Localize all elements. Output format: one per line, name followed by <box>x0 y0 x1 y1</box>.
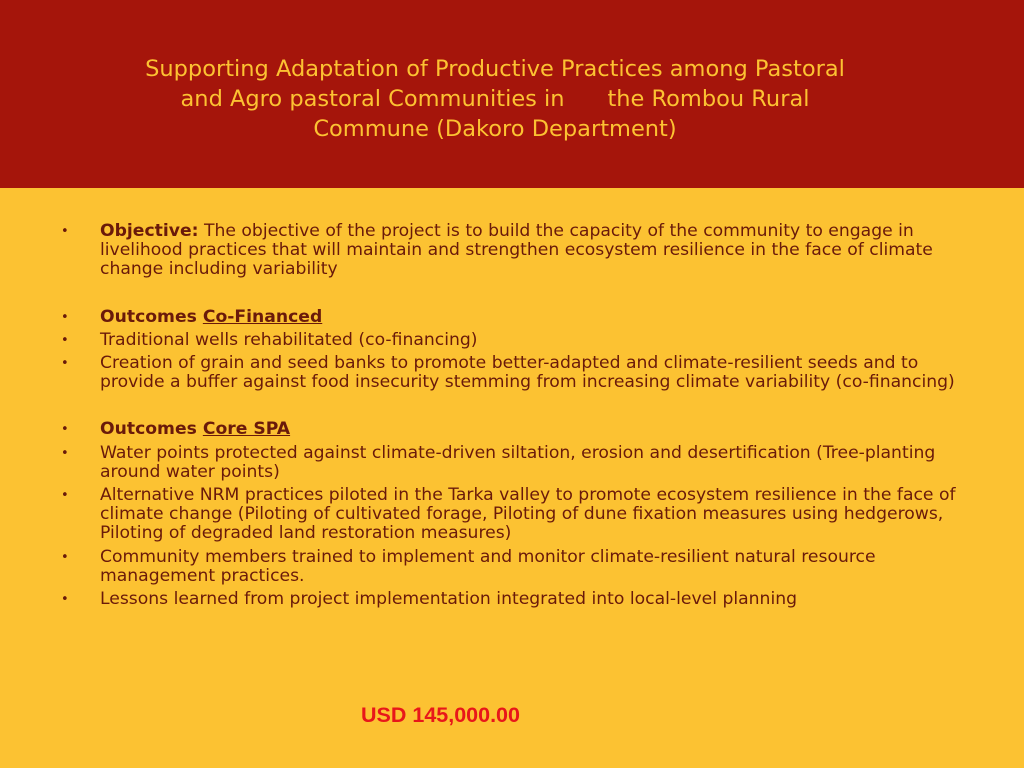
title-line: Commune (Dakoro Department) <box>313 116 677 142</box>
slide-title <box>60 54 930 144</box>
bullet-icon: • <box>61 549 69 565</box>
slide-body <box>0 222 1024 609</box>
bullet-icon: • <box>61 309 69 325</box>
outcomes-label: Outcomes <box>100 419 203 440</box>
core-spa-link[interactable]: Core SPA <box>202 419 291 440</box>
bullet-icon: • <box>61 356 69 372</box>
list-item <box>0 590 1024 609</box>
funding-amount: USD 145,000.00 <box>361 703 520 727</box>
outcomes-label: Outcomes <box>100 306 203 327</box>
title-line: and Agro pastoral Communities in the Rombou Rural <box>180 86 810 112</box>
list-item <box>0 486 1024 544</box>
list-item-text: Traditional wells rehabilitated (co-financing) <box>100 329 478 350</box>
bullet-icon: • <box>61 445 69 461</box>
bullet-icon: • <box>61 422 69 438</box>
list-item-text: Creation of grain and seed banks to promote better-adapted and climate-resilient seeds and to provide a buffer against food insecurity stemming from increasing climate variability (co-financing) <box>100 353 955 393</box>
list-item-text: Alternative NRM practices piloted in the Tarka valley to promote ecosystem resilience in the face of climate change (Piloting of cultivated forage, Piloting of dune fixation measures using hedgerows, Piloting of degraded land restoration measures) <box>100 485 956 544</box>
list-item <box>0 331 1024 350</box>
bullet-icon: • <box>61 332 69 348</box>
objective-label: Objective: <box>100 221 199 241</box>
title-line: Supporting Adaptation of Productive Practices among Pastoral <box>145 56 845 82</box>
list-item <box>0 548 1024 586</box>
bullet-icon: • <box>61 592 69 608</box>
objective-text: The objective of the project is to build the capacity of the community to engage in livelihood practices that will maintain and strengthen ecosystem resilience in the face of climate change including variability <box>100 221 933 280</box>
list-item-text: Community members trained to implement and monitor climate-resilient natural resource management practices. <box>100 546 876 586</box>
list-item-text: Lessons learned from project implementation integrated into local-level planning <box>100 589 798 610</box>
slide-header <box>0 0 1024 188</box>
core-spa-heading <box>0 420 1024 439</box>
list-item <box>0 444 1024 482</box>
bullet-icon: • <box>61 488 69 504</box>
cofinanced-heading <box>0 308 1024 327</box>
bullet-icon: • <box>61 224 69 239</box>
bullet-list <box>0 222 1024 609</box>
list-item <box>0 354 1024 392</box>
cofinanced-link[interactable]: Co-Financed <box>202 306 323 327</box>
list-item-text: Water points protected against climate-driven siltation, erosion and desertification (Tree-planting around water points) <box>100 442 936 482</box>
objective-item <box>0 222 1024 280</box>
